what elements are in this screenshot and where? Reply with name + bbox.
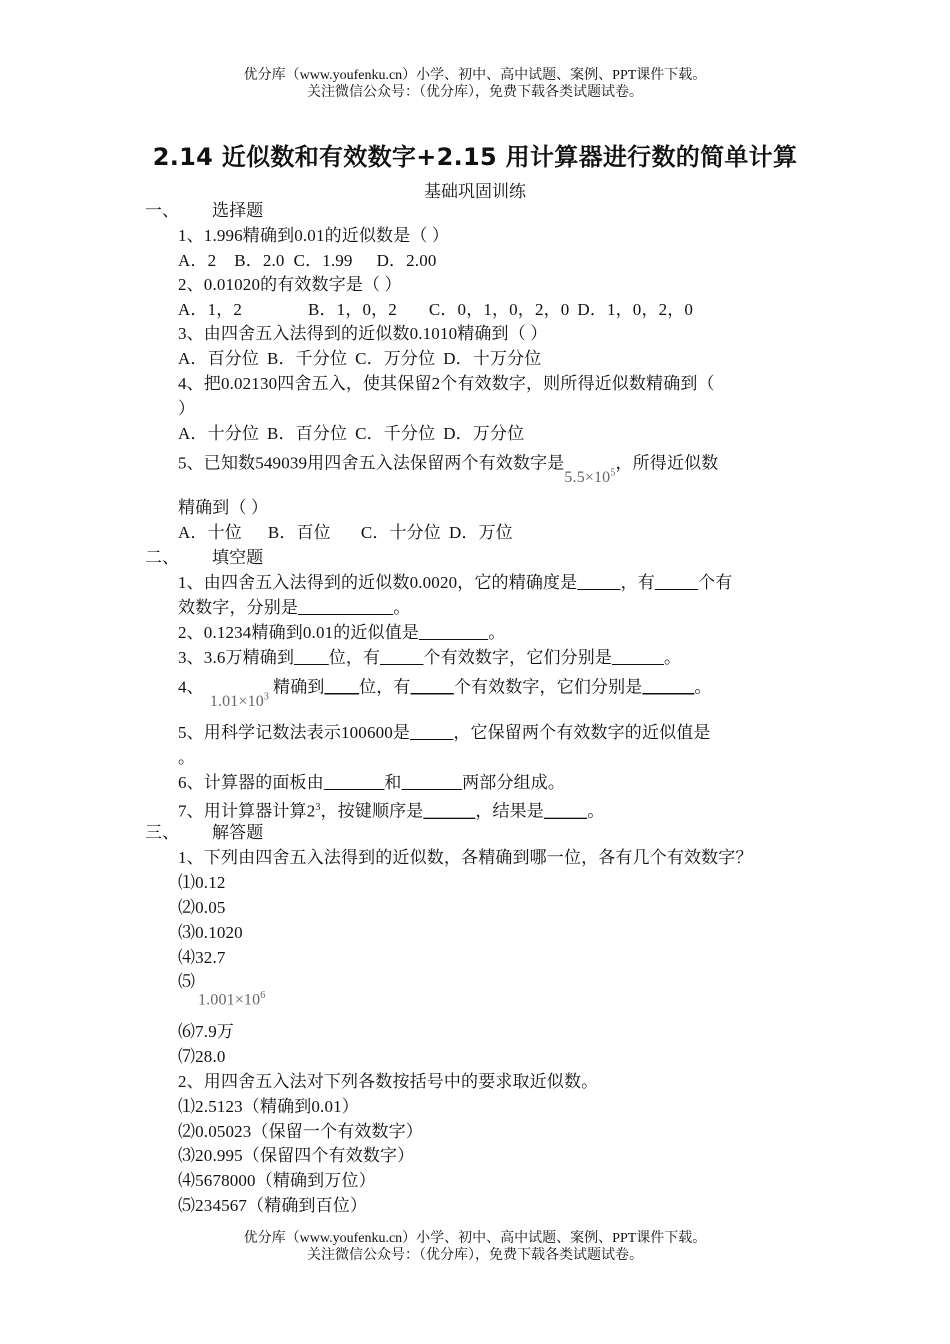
blank: _______	[401, 773, 463, 792]
choice-q2-options	[178, 299, 693, 321]
document-title: 2.14 近似数和有效数字+2.15 用计算器进行数的简单计算	[152, 143, 798, 171]
choice-q2: 2、0.01020的有效数字是（ ）	[178, 275, 402, 294]
choice-q5-options	[178, 522, 513, 544]
answer-q1-item: ⑵0.05	[178, 898, 226, 917]
blank: _____	[577, 573, 621, 592]
text: 两部分组成。	[462, 773, 566, 792]
answer-q2: 2、用四舍五入法对下列各数按括号中的要求取近似数。	[178, 1072, 599, 1091]
answer-q1-item: ⑹7.9万	[178, 1022, 234, 1041]
option: C．千分位	[355, 424, 436, 443]
footer-line-2: 关注微信公众号：（优分库），免费下载各类试题试卷。	[307, 1248, 643, 1263]
math-base: 5.5×10	[564, 469, 611, 487]
option: C．1.99	[293, 251, 353, 270]
section-fill-heading	[145, 547, 263, 569]
option: C．万分位	[355, 349, 436, 368]
option: C．十分位	[360, 523, 441, 542]
header-line-1: 优分库（www.youfenku.cn）小学、初中、高中试题、案例、PPT课件下载。	[243, 68, 707, 83]
text: 个有效数字，它们分别是	[423, 648, 613, 667]
page-footer	[0, 1230, 950, 1264]
answer-q2-item: ⑴2.5123（精确到0.01）	[178, 1097, 359, 1116]
math-base: 1.01×10	[209, 693, 264, 711]
section-title: 解答题	[212, 823, 264, 842]
option: B．1，0，2	[308, 300, 397, 319]
blank: ______	[642, 677, 695, 697]
text: 个有	[698, 573, 733, 592]
answer-q2-item: ⑸234567（精确到百位）	[178, 1196, 368, 1215]
blank: ____	[324, 677, 360, 697]
choice-q3: 3、由四舍五入法得到的近似数0.1010精确到（ ）	[178, 324, 548, 343]
text: 精确到	[273, 677, 325, 697]
choice-q1-options	[178, 250, 437, 272]
blank: ____	[294, 648, 329, 667]
option: D．1，0，2，0	[577, 300, 694, 319]
text: 。	[587, 801, 605, 821]
answer-q1: 1、下列由四舍五入法得到的近似数，各精确到哪一位，各有几个有效数字？	[178, 848, 753, 867]
text: ，它保留两个有效数字的近似值是	[453, 723, 711, 742]
blank: _____	[380, 648, 424, 667]
document-subtitle: 基础巩固训练	[424, 182, 526, 201]
fill-q7	[178, 797, 604, 823]
fill-q5	[178, 722, 711, 744]
choice-q3-options	[178, 348, 541, 370]
text: 1、由四舍五入法得到的近似数0.0020，它的精确度是	[178, 573, 578, 592]
q5-text: 5、已知数549039用四舍五入法保留两个有效数字是	[178, 453, 565, 473]
text: 效数字，分别是	[178, 598, 299, 617]
answer-q1-item: ⑶0.1020	[178, 923, 243, 942]
choice-q4: 4、把0.02130四舍五入，使其保留2个有效数字，则所得近似数精确到（	[178, 374, 715, 393]
page-header	[0, 67, 950, 101]
section-title: 填空题	[212, 548, 264, 567]
option: A．十分位	[178, 424, 260, 443]
math-base: 1.001×10	[198, 991, 261, 1009]
option: D．十万分位	[443, 349, 542, 368]
answer-q2-item: ⑶20.995（保留四个有效数字）	[178, 1146, 415, 1165]
answer-q2-item: ⑷5678000（精确到万位）	[178, 1171, 376, 1190]
section-number: 三、	[145, 823, 180, 842]
text: 4、	[178, 677, 204, 697]
option: B．百分位	[267, 424, 348, 443]
blank: ______	[423, 801, 476, 821]
math-exponent: 3	[263, 692, 270, 703]
math-expression	[198, 985, 265, 1011]
text: 6、计算器的面板由	[178, 773, 324, 792]
text: 7、用计算器计算2	[178, 801, 316, 821]
fill-q1-cont	[178, 597, 410, 619]
blank: ________	[419, 623, 489, 642]
option: B．2.0	[234, 251, 285, 270]
option: C．0，1，0，2，0	[428, 300, 570, 319]
blank: ______	[612, 648, 664, 667]
text: 。	[393, 598, 411, 617]
text: 3、3.6万精确到	[178, 648, 295, 667]
section-answer-heading	[145, 822, 263, 844]
text: ，有	[620, 573, 655, 592]
fill-q2	[178, 622, 505, 644]
text: 个有效数字，它们分别是	[453, 677, 643, 697]
answer-q1-item: ⑷32.7	[178, 948, 226, 967]
math-exponent: 6	[260, 990, 266, 1001]
q5-text-post: ，所得近似数	[615, 453, 719, 473]
section-title: 选择题	[212, 201, 264, 220]
choice-q1: 1、1.996精确到0.01的近似数是（ ）	[178, 226, 450, 245]
answer-q2-item: ⑵0.05023（保留一个有效数字）	[178, 1122, 423, 1141]
math-exponent: 5	[610, 468, 616, 479]
option: A．1，2	[178, 300, 243, 319]
choice-q5-cont: 精确到（ ）	[178, 498, 269, 517]
option: B．百位	[267, 523, 331, 542]
blank: _____	[410, 677, 454, 697]
text: 。	[488, 623, 506, 642]
section-number: 一、	[145, 201, 180, 220]
text: 5、用科学记数法表示100600是	[178, 723, 411, 742]
text: 。	[663, 648, 682, 667]
option: A．2	[178, 251, 217, 270]
option: A．百分位	[178, 349, 260, 368]
section-choice-heading	[145, 200, 263, 222]
blank: _____	[410, 723, 454, 742]
text: ，按键顺序是	[320, 801, 424, 821]
blank: ___________	[298, 598, 394, 617]
blank: _____	[654, 573, 699, 592]
footer-line-1: 优分库（www.youfenku.cn）小学、初中、高中试题、案例、PPT课件下载。	[243, 1231, 707, 1246]
text: 和	[384, 773, 402, 792]
fill-q3	[178, 647, 681, 669]
blank: _______	[323, 773, 385, 792]
fill-q5-cont: 。	[178, 748, 196, 767]
exponent: 3	[315, 802, 321, 813]
answer-q1-item: ⑸	[178, 972, 196, 991]
section-number: 二、	[145, 548, 180, 567]
choice-q4-options	[178, 423, 524, 445]
text: 2、0.1234精确到0.01的近似值是	[178, 623, 419, 642]
choice-q4-cont: ）	[178, 399, 196, 418]
math-expression	[564, 469, 615, 486]
option: B．千分位	[267, 349, 348, 368]
option: D．2.00	[376, 251, 437, 270]
text: 位，有	[359, 677, 411, 697]
math-expression	[210, 693, 269, 710]
option: A．十位	[178, 523, 242, 542]
option: D．万位	[448, 523, 513, 542]
option: D．万分位	[443, 424, 525, 443]
blank: _____	[543, 801, 588, 821]
text: ，结果是	[475, 801, 544, 821]
answer-q1-item: ⑴0.12	[178, 873, 226, 892]
fill-q1	[178, 572, 732, 594]
answer-q1-item: ⑺28.0	[178, 1047, 226, 1066]
text: 位，有	[328, 648, 381, 667]
text: 。	[694, 677, 712, 697]
header-line-2: 关注微信公众号：（优分库），免费下载各类试题试卷。	[307, 85, 643, 100]
fill-q6	[178, 772, 565, 794]
